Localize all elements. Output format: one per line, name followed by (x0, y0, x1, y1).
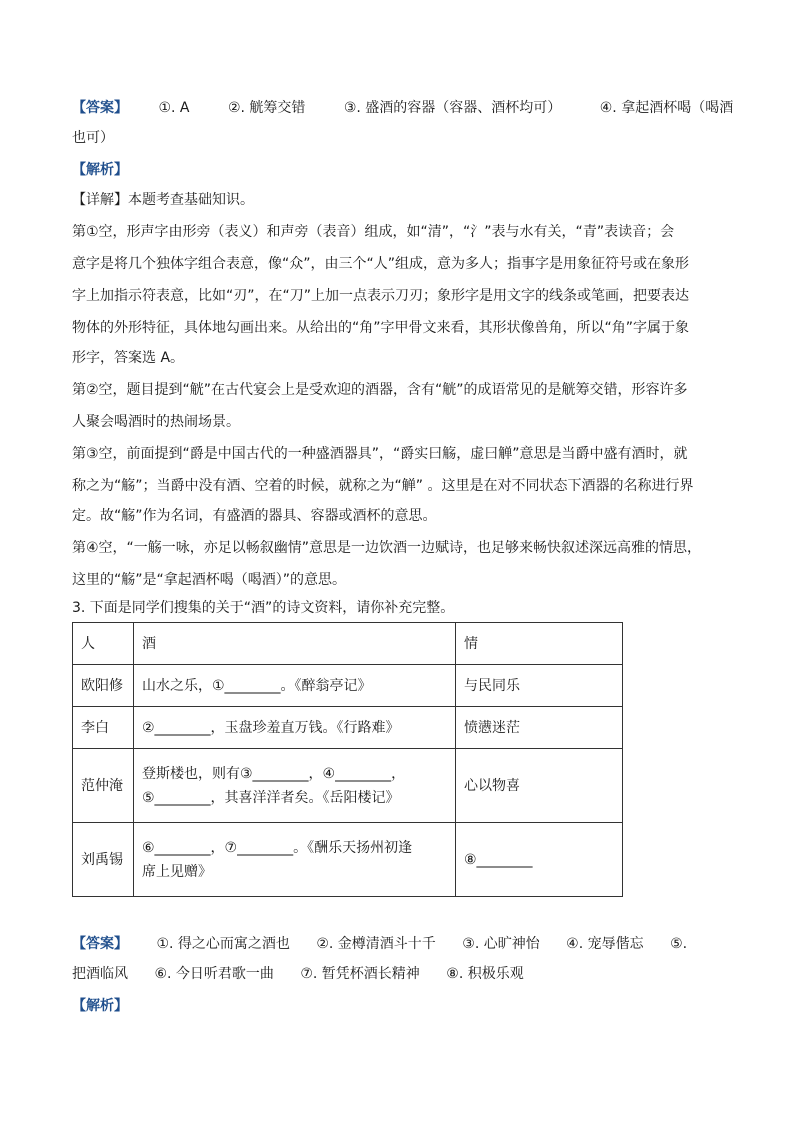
answer-label: 【答案】 (72, 100, 128, 116)
header-wine: 酒 (134, 623, 456, 665)
cell-emotion: 心以物喜 (456, 749, 623, 823)
detail-line: 第②空，题目提到“觥”在古代宴会上是受欢迎的酒器，含有“觥”的成语常见的是觥筹交错，形容许多 (72, 382, 688, 398)
answer-item: ②. 觥筹交错 (227, 100, 306, 116)
table-row (73, 665, 623, 707)
question-3: 3. 下面是同学们搜集的关于“酒”的诗文资料，请你补充完整。 (72, 600, 455, 616)
answer-item: ⑦. 暂凭杯酒长精神 (300, 966, 420, 982)
cell-wine: 山水之乐，①________。《醉翁亭记》 (134, 665, 456, 707)
detail-line: 第①空，形声字由形旁（表义）和声旁（表音）组成，如“清”，“氵”表与水有关，“青”表读音；会 (72, 224, 675, 240)
cell-wine (134, 749, 456, 823)
detail-line: 形字，答案选 A。 (72, 350, 185, 366)
cell-emotion: 与民同乐 (456, 665, 623, 707)
table-row (73, 749, 623, 823)
cell-wine (134, 823, 456, 897)
detail-line: 人聚会喝酒时的热闹场景。 (72, 414, 240, 430)
header-emotion: 情 (456, 623, 623, 665)
answer-item: ④. 宠辱偕忘 (566, 936, 644, 952)
cell-wine-line: 登斯楼也，则有③________，④________， (142, 765, 406, 782)
cell-emotion: ⑧________ (456, 823, 623, 897)
detail-line: 称之为“觞”；当爵中没有酒、空着的时候，就称之为“觯” 。这里是在对不同状态下酒器的名称进行界 (72, 478, 694, 494)
answer-item: ③. 盛酒的容器（容器、酒杯均可） (343, 100, 562, 116)
answer-row-2 (72, 934, 732, 954)
answer-item: ④. 拿起酒杯喝（喝酒 (599, 100, 734, 116)
detail-line: 第④空，“一觞一咏，亦足以畅叙幽情”意思是一边饮酒一边赋诗，也足够来畅快叙述深远高雅的情思， (72, 540, 702, 556)
poem-table (72, 622, 623, 897)
cell-person: 范仲淹 (73, 749, 134, 823)
answer-row-1 (72, 98, 732, 118)
detail-line: 物体的外形特征，具体地勾画出来。从给出的“角”字甲骨文来看，其形状像兽角，所以“角”字属于象 (72, 320, 690, 336)
answer-item: 把酒临风 (72, 966, 128, 982)
detail-line: 定。故“觞”作为名词，有盛酒的器具、容器或酒杯的意思。 (72, 508, 437, 524)
cell-person: 欧阳修 (73, 665, 134, 707)
header-person: 人 (73, 623, 134, 665)
analysis-label-2: 【解析】 (72, 998, 128, 1014)
cell-person: 刘禹锡 (73, 823, 134, 897)
answer-item: ①. 得之心而寓之酒也 (156, 936, 290, 952)
detail-line: 第③空，前面提到“爵是中国古代的一种盛酒器具”，“爵实曰觞，虚曰觯”意思是当爵中盛有酒时，就 (72, 446, 688, 462)
cell-wine-line: ⑤________，其喜洋洋者矣。《岳阳楼记》 (142, 789, 400, 806)
answer-wrap: 也可） (72, 130, 114, 146)
detail-line: 意字是将几个独体字组合表意，像“众”，由三个“人”组成，意为多人；指事字是用象征符号或在象形 (72, 256, 690, 272)
table-header-row (73, 623, 623, 665)
detail-line: 【详解】本题考查基础知识。 (72, 192, 254, 208)
table-row (73, 823, 623, 897)
cell-person: 李白 (73, 707, 134, 749)
detail-line: 字上加指示符表意，比如“刃”，在“刀”上加一点表示刀刃；象形字是用文字的线条或笔画，把要表达 (72, 288, 690, 304)
cell-wine-line: 席上见赠》 (142, 863, 212, 880)
answer-item: ⑥. 今日听君歌一曲 (154, 966, 274, 982)
cell-emotion: 愤懑迷茫 (456, 707, 623, 749)
answer-item: ②. 金樽清酒斗十千 (316, 936, 436, 952)
answer-label: 【答案】 (72, 936, 128, 952)
answer-item: ⑧. 积极乐观 (446, 966, 524, 982)
answer-item: ①. A (158, 100, 190, 116)
answer-item: ⑤. (670, 936, 688, 952)
answer-item: ③. 心旷神怡 (462, 936, 540, 952)
cell-wine-line: ⑥________，⑦________。《酬乐天扬州初逢 (142, 839, 413, 856)
detail-line: 这里的“觞”是“拿起酒杯喝（喝酒）”的意思。 (72, 572, 347, 588)
answer-row-2b (72, 964, 524, 984)
analysis-label: 【解析】 (72, 162, 128, 178)
cell-wine: ②________，玉盘珍羞直万钱。《行路难》 (134, 707, 456, 749)
table-row (73, 707, 623, 749)
